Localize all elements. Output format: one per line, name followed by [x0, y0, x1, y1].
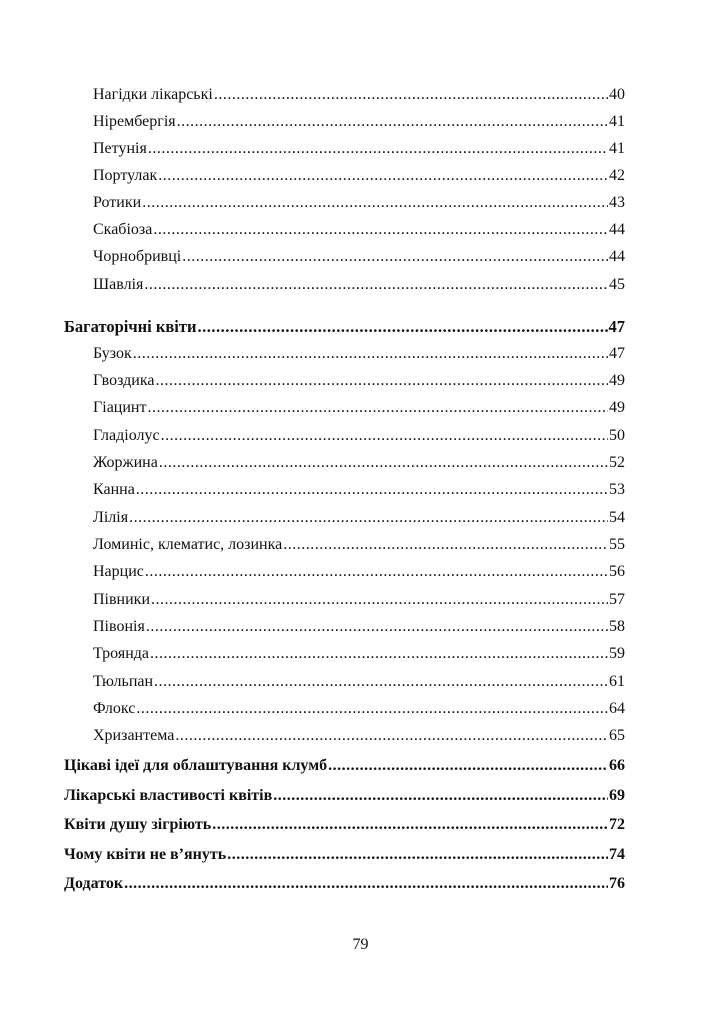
- toc-entry: [93, 140, 625, 158]
- toc-entry: [93, 345, 625, 363]
- toc-section: [64, 875, 625, 893]
- toc-section-title: Багаторічні квіти: [64, 317, 197, 336]
- toc-entry-title: Нарцис: [93, 563, 144, 580]
- toc-entry: [93, 536, 625, 554]
- toc-entry-title: Нірембергія: [93, 113, 176, 130]
- toc-entry: [93, 673, 625, 691]
- dot-leader: [182, 248, 608, 266]
- toc-entry: [93, 481, 625, 499]
- dot-leader: [133, 345, 608, 363]
- toc-entry-title: Канна: [93, 481, 135, 498]
- dot-leader: [283, 536, 608, 554]
- dot-leader: [214, 86, 608, 104]
- toc-section: [64, 816, 625, 834]
- dot-leader: [227, 846, 608, 864]
- toc-entry: [93, 645, 625, 663]
- toc-entry-title: Півонія: [93, 618, 145, 635]
- dot-leader: [212, 816, 608, 834]
- dot-leader: [148, 140, 608, 158]
- toc-entry: [93, 372, 625, 390]
- dot-leader: [273, 787, 608, 805]
- toc-section-title: Додаток: [64, 875, 124, 892]
- toc-section-title: Цікаві ідеї для облаштування клумб: [64, 757, 328, 774]
- toc-entry: [93, 167, 625, 185]
- toc-section-title: Лікарські властивості квітів: [64, 787, 273, 804]
- dot-leader: [124, 875, 608, 893]
- toc-section: [64, 317, 625, 337]
- toc-section: [64, 757, 625, 775]
- toc-entry-title: Нагідки лікарські: [93, 86, 213, 103]
- dot-leader: [155, 372, 608, 390]
- dot-leader: [328, 757, 608, 775]
- dot-leader: [175, 727, 608, 745]
- toc-entry-page: 56: [609, 563, 625, 580]
- toc-entry-page: 44: [609, 221, 625, 238]
- dot-leader: [159, 454, 608, 472]
- toc-entry-title: Петунія: [93, 140, 147, 157]
- toc-entry-title: Гвоздика: [93, 372, 155, 389]
- dot-leader: [151, 591, 608, 609]
- toc-entry: [93, 427, 625, 445]
- toc-entry-page: 64: [609, 700, 625, 717]
- toc-entry-title: Лілія: [93, 509, 129, 526]
- toc-entry: [93, 591, 625, 609]
- toc-section-page: 69: [609, 787, 625, 804]
- toc-entry-page: 45: [609, 276, 625, 293]
- toc-entry-title: Скабіоза: [93, 221, 153, 238]
- dot-leader: [129, 509, 608, 527]
- toc-entry-page: 54: [609, 509, 625, 526]
- toc-entry-page: 65: [609, 727, 625, 744]
- dot-leader: [144, 276, 608, 294]
- toc-entry-page: 43: [609, 194, 625, 211]
- toc-entry-page: 42: [609, 167, 625, 184]
- toc-entry: [93, 727, 625, 745]
- dot-leader: [136, 481, 608, 499]
- toc-entry-page: 49: [609, 372, 625, 389]
- toc-section-page: 47: [608, 317, 625, 336]
- toc-entry-page: 50: [609, 427, 625, 444]
- toc-entry-title: Хризантема: [93, 727, 175, 744]
- dot-leader: [198, 317, 608, 337]
- toc-entry: [93, 86, 625, 104]
- toc-section-page: 74: [609, 846, 625, 863]
- toc-entry-page: 49: [609, 399, 625, 416]
- toc-entry-page: 59: [609, 645, 625, 662]
- toc-entry: [93, 248, 625, 266]
- toc-entry-title: Чорнобривці: [93, 248, 182, 265]
- dot-leader: [153, 221, 608, 239]
- toc-entry-title: Гіацинт: [93, 399, 147, 416]
- dot-leader: [136, 700, 608, 718]
- page-number: 79: [352, 936, 369, 953]
- toc-entry-page: 53: [609, 481, 625, 498]
- toc-entry-title: Флокс: [93, 700, 136, 717]
- toc-section-title: Квіти душу зігріють: [64, 816, 212, 833]
- toc-entry-page: 52: [609, 454, 625, 471]
- toc-entry-page: 57: [609, 591, 625, 608]
- toc-entry-title: Гладіолус: [93, 427, 160, 444]
- toc-entry-title: Бузок: [93, 345, 132, 362]
- dot-leader: [145, 563, 608, 581]
- dot-leader: [142, 194, 608, 212]
- toc-entry-title: Троянда: [93, 645, 150, 662]
- toc-entry: [93, 618, 625, 636]
- toc-entry-title: Ротики: [93, 194, 142, 211]
- dot-leader: [147, 399, 608, 417]
- toc-entry: [93, 221, 625, 239]
- toc-entry: [93, 454, 625, 472]
- toc-entry-title: Портулак: [93, 167, 158, 184]
- dot-leader: [154, 673, 608, 691]
- dot-leader: [146, 618, 608, 636]
- toc-entry-page: 58: [609, 618, 625, 635]
- dot-leader: [150, 645, 608, 663]
- dot-leader: [161, 427, 608, 445]
- toc-section-page: 66: [609, 757, 625, 774]
- toc-entry: [93, 399, 625, 417]
- toc-entry: [93, 194, 625, 212]
- toc-entry: [93, 700, 625, 718]
- toc-section-page: 76: [609, 875, 625, 892]
- toc-entry-page: 44: [609, 248, 625, 265]
- toc-section: [64, 846, 625, 864]
- toc-entry-page: 61: [609, 673, 625, 690]
- toc-entry: [93, 113, 625, 131]
- toc-entry-page: 55: [609, 536, 625, 553]
- toc-entry-title: Тюльпан: [93, 673, 154, 690]
- toc-entry-page: 40: [609, 86, 625, 103]
- toc-entry: [93, 276, 625, 294]
- toc-entry: [93, 563, 625, 581]
- toc-section-title: Чому квіти не в’януть: [64, 846, 227, 863]
- toc-section: [64, 787, 625, 805]
- toc-entry-title: Жоржина: [93, 454, 158, 471]
- toc-entry-page: 41: [609, 140, 625, 157]
- dot-leader: [177, 113, 608, 131]
- toc-entry-title: Шавлія: [93, 276, 144, 293]
- toc-entry: [93, 509, 625, 527]
- toc-entry-title: Ломиніс, клематис, лозинка: [93, 536, 283, 553]
- toc-section-page: 72: [609, 816, 625, 833]
- dot-leader: [158, 167, 608, 185]
- toc-entry-page: 47: [609, 345, 625, 362]
- toc-entry-page: 41: [609, 113, 625, 130]
- toc-entry-title: Півники: [93, 591, 151, 608]
